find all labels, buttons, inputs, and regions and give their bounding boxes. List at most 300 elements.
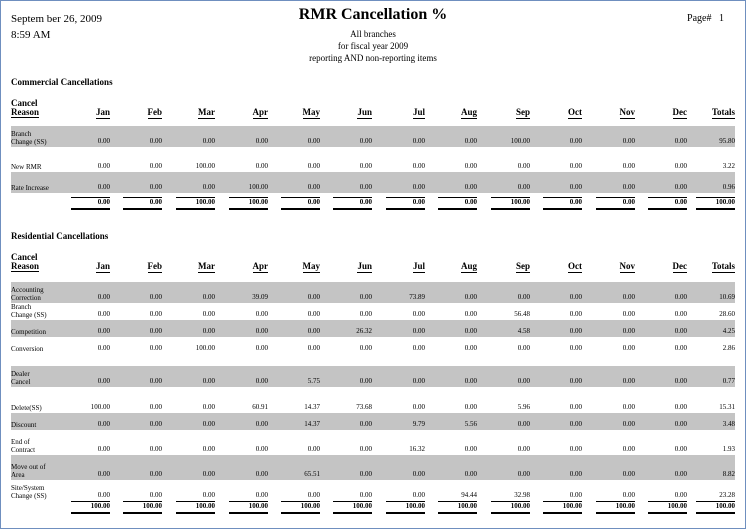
table-cell: 0.00 [97,344,110,352]
commercial-column-header-sep [490,107,530,117]
table-cell: 0.00 [464,377,477,385]
row-label [11,438,35,454]
total-double-rule [386,208,425,210]
row-label [11,345,43,353]
table-cell: 0.00 [569,470,582,478]
table-cell: 0.00 [569,403,582,411]
table-cell: 0.00 [412,491,425,499]
column-header-text: Dec [672,107,687,117]
table-cell: 0.00 [622,293,635,301]
table-cell: 0.00 [202,491,215,499]
column-header-text: Jun [357,107,372,117]
total-cell: 0.00 [412,198,425,206]
column-header-text: Oct [568,107,582,117]
table-cell: 0.00 [464,445,477,453]
table-cell: 0.00 [307,137,320,145]
column-header-text: Dec [672,261,687,271]
table-cell: 0.00 [97,470,110,478]
table-cell: 100.00 [195,344,215,352]
total-double-rule [491,208,530,210]
row-label-line2: Area [11,471,25,479]
residential-column-header [11,253,735,279]
table-cell: 0.00 [412,344,425,352]
column-header-text: Jul [412,261,425,271]
column-header-text: Totals [711,261,735,271]
row-label [11,370,30,386]
table-cell: 0.00 [412,183,425,191]
total-double-rule [543,208,582,210]
table-cell: 0.00 [674,293,687,301]
row-label-line2: Correction [11,294,41,302]
table-cell: 39.09 [252,293,268,301]
table-cell: 0.00 [149,137,162,145]
residential-column-header-aug [437,261,477,271]
table-cell: 0.00 [412,470,425,478]
table-cell: 0.00 [569,162,582,170]
table-cell: 0.00 [255,445,268,453]
total-double-rule [229,208,268,210]
table-cell: 23.28 [719,491,735,499]
total-double-rule [176,208,215,210]
table-cell: 0.00 [255,327,268,335]
row-label-line1: New RMR [11,163,42,171]
residential-column-header-nov [595,261,635,271]
table-cell: 0.00 [359,470,372,478]
table-cell: 0.00 [307,293,320,301]
report-time: 8:59 AM [11,29,51,41]
totals-row [11,502,735,518]
table-cell: 0.00 [622,310,635,318]
table-cell: 8.82 [722,470,735,478]
report-title: RMR Cancellation % [298,6,448,23]
table-cell: 0.00 [149,344,162,352]
table-cell: 0.00 [202,445,215,453]
table-cell: 28.60 [719,310,735,318]
table-cell: 0.00 [517,344,530,352]
report-subtitle-3: reporting AND non-reporting items [309,53,437,63]
table-cell: 0.00 [359,162,372,170]
total-cell: 100.00 [510,198,530,206]
table-cell: 0.00 [674,162,687,170]
row-label-line1: Competition [11,328,46,336]
row-label [11,184,49,192]
table-cell: 0.00 [97,420,110,428]
table-cell: 0.00 [359,491,372,499]
table-cell: 0.00 [517,183,530,191]
row-label-line1: Conversion [11,345,44,353]
table-cell: 100.00 [90,403,110,411]
table-cell: 0.00 [359,310,372,318]
column-header-text: Aug [460,107,477,117]
table-cell: 0.00 [97,183,110,191]
commercial-column-header-jul [385,107,425,117]
total-double-rule [123,208,162,210]
table-cell: 0.00 [359,137,372,145]
total-double-rule [696,512,735,514]
total-double-rule [491,512,530,514]
column-header-text: Feb [147,261,162,271]
row-label-line1: Delete(SS) [11,404,42,412]
row-label [11,463,46,479]
page-label: Page# [687,13,712,24]
table-cell: 0.00 [149,491,162,499]
row-label [11,286,44,302]
row-label [11,163,42,171]
table-cell: 0.00 [464,327,477,335]
table-row [11,455,735,480]
commercial-column-header-may [280,107,320,117]
column-header-text: Nov [619,107,635,117]
table-cell: 0.00 [674,470,687,478]
table-cell: 0.00 [569,137,582,145]
column-header-text: Apr [252,261,268,271]
column-header-text: Nov [619,261,635,271]
table-cell: 0.00 [255,137,268,145]
row-label-line2: Change (SS) [11,492,47,500]
residential-column-header-may [280,261,320,271]
table-cell: 0.00 [255,470,268,478]
table-row [11,413,735,430]
total-cell: 100.00 [457,502,477,510]
table-cell: 0.00 [569,420,582,428]
column-header-text: Sep [515,261,530,271]
table-cell: 0.00 [622,344,635,352]
row-label-line2: Change (SS) [11,138,47,146]
table-cell: 0.00 [97,293,110,301]
commercial-column-header-totals [695,107,735,117]
table-cell: 0.00 [464,344,477,352]
table-cell: 0.00 [97,491,110,499]
table-cell: 0.00 [569,293,582,301]
table-cell: 9.79 [412,420,425,428]
table-cell: 0.77 [722,377,735,385]
table-cell: 0.00 [674,327,687,335]
residential-section-title: Residential Cancellations [11,231,109,241]
residential-column-header-jun [332,261,372,271]
table-cell: 0.00 [202,470,215,478]
table-cell: 0.00 [255,491,268,499]
column-header-text: Jul [412,107,425,117]
commercial-cancel-reason-header [11,99,39,117]
total-cell: 100.00 [405,502,425,510]
total-cell: 100.00 [195,502,215,510]
residential-column-header-mar [175,261,215,271]
table-cell: 5.56 [464,420,477,428]
table-row [11,366,735,387]
table-cell: 0.00 [622,377,635,385]
total-cell: 100.00 [562,502,582,510]
total-cell: 100.00 [510,502,530,510]
row-label-line1: Site/System [11,484,45,492]
table-cell: 0.00 [569,377,582,385]
column-header-text: Totals [711,107,735,117]
table-cell: 0.00 [412,377,425,385]
column-header-text: Sep [515,107,530,117]
table-cell: 0.00 [307,491,320,499]
table-cell: 0.00 [674,310,687,318]
table-cell: 0.00 [517,162,530,170]
table-cell: 0.00 [359,344,372,352]
report-subtitle-2: for fiscal year 2009 [337,41,409,51]
total-cell: 0.00 [97,198,110,206]
table-cell: 0.00 [674,137,687,145]
row-label-line2: Contract [11,446,36,454]
report-date: Septem ber 26, 2009 [11,13,103,25]
total-cell: 100.00 [90,502,110,510]
table-cell: 73.68 [356,403,372,411]
table-cell: 0.00 [149,310,162,318]
total-cell: 100.00 [352,502,372,510]
column-header-text: Apr [252,107,268,117]
total-cell: 0.00 [674,198,687,206]
table-cell: 0.00 [412,403,425,411]
row-label [11,484,47,500]
table-cell: 0.00 [674,344,687,352]
table-cell: 100.00 [248,183,268,191]
total-cell: 100.00 [300,502,320,510]
table-cell: 16.32 [409,445,425,453]
table-cell: 0.00 [569,327,582,335]
total-double-rule [438,512,477,514]
table-cell: 0.00 [149,445,162,453]
row-label-line2: Change (SS) [11,311,47,319]
total-cell: 100.00 [615,502,635,510]
residential-column-header-totals [695,261,735,271]
table-cell: 0.00 [97,327,110,335]
total-double-rule [229,512,268,514]
table-cell: 0.00 [464,137,477,145]
table-cell: 0.00 [202,420,215,428]
table-cell: 0.00 [149,470,162,478]
page-number: 1 [719,13,724,24]
total-double-rule [71,208,110,210]
row-label-line1: Discount [11,421,37,429]
table-cell: 0.00 [202,293,215,301]
table-cell: 26.32 [356,327,372,335]
column-header-text: Feb [147,107,162,117]
total-cell: 0.00 [307,198,320,206]
table-cell: 100.00 [195,162,215,170]
table-row [11,337,735,354]
table-cell: 0.00 [674,377,687,385]
table-cell: 5.75 [307,377,320,385]
table-row [11,320,735,337]
residential-column-header-feb [122,261,162,271]
column-header-text: May [302,261,320,271]
table-cell: 95.80 [719,137,735,145]
commercial-column-header-jan [70,107,110,117]
table-cell: 0.00 [622,491,635,499]
table-cell: 0.00 [149,420,162,428]
table-cell: 0.00 [674,420,687,428]
total-double-rule [281,208,320,210]
table-row [11,155,735,172]
total-double-rule [648,208,687,210]
residential-column-header-jan [70,261,110,271]
table-cell: 10.69 [719,293,735,301]
table-cell: 0.00 [307,327,320,335]
reason-header-line2: Reason [11,107,40,117]
total-cell: 0.00 [359,198,372,206]
table-cell: 0.00 [307,183,320,191]
column-header-text: Oct [568,261,582,271]
table-cell: 14.37 [304,420,320,428]
table-cell: 0.00 [412,310,425,318]
total-double-rule [386,512,425,514]
total-cell: 100.00 [715,198,735,206]
total-double-rule [696,208,735,210]
table-cell: 0.00 [97,137,110,145]
table-cell: 0.00 [569,183,582,191]
table-cell: 0.00 [202,403,215,411]
table-cell: 0.00 [517,445,530,453]
table-cell: 0.00 [622,183,635,191]
commercial-column-header-mar [175,107,215,117]
table-cell: 0.00 [202,310,215,318]
table-cell: 2.86 [722,344,735,352]
table-cell: 0.00 [149,327,162,335]
table-cell: 5.96 [517,403,530,411]
residential-column-header-jul [385,261,425,271]
total-double-rule [333,208,372,210]
row-label [11,421,36,429]
table-cell: 0.00 [517,470,530,478]
table-cell: 0.00 [255,377,268,385]
column-header-text: Mar [198,107,215,117]
row-label-line1: Rate Increase [11,184,49,192]
total-cell: 0.00 [622,198,635,206]
total-double-rule [71,512,110,514]
commercial-column-header-jun [332,107,372,117]
table-cell: 0.00 [307,344,320,352]
table-cell: 94.44 [461,491,477,499]
table-cell: 0.00 [569,445,582,453]
table-cell: 0.00 [255,162,268,170]
table-cell: 0.00 [149,183,162,191]
table-cell: 0.00 [202,327,215,335]
table-cell: 100.00 [510,137,530,145]
table-cell: 0.00 [464,470,477,478]
table-cell: 0.00 [569,491,582,499]
column-header-text: Jun [357,261,372,271]
table-cell: 0.00 [464,293,477,301]
table-cell: 0.00 [622,137,635,145]
table-cell: 0.00 [464,162,477,170]
table-cell: 3.48 [722,420,735,428]
column-header-text: Aug [460,261,477,271]
total-double-rule [281,512,320,514]
total-cell: 100.00 [142,502,162,510]
residential-column-header-apr [228,261,268,271]
table-cell: 0.00 [202,377,215,385]
table-cell: 0.00 [97,310,110,318]
residential-column-header-dec [647,261,687,271]
table-cell: 0.00 [255,344,268,352]
table-cell: 0.00 [674,445,687,453]
row-label-line1: Accounting [11,286,44,294]
commercial-column-header-aug [437,107,477,117]
table-cell: 0.00 [149,377,162,385]
column-header-text: Jan [95,107,110,117]
table-row [11,430,735,455]
total-cell: 0.00 [149,198,162,206]
table-cell: 0.00 [97,377,110,385]
table-row [11,126,735,147]
total-double-rule [596,512,635,514]
row-label [11,303,47,319]
total-double-rule [543,512,582,514]
table-cell: 3.22 [722,162,735,170]
column-header-text: Jan [95,261,110,271]
table-cell: 0.00 [149,162,162,170]
table-cell: 0.00 [412,162,425,170]
table-cell: 32.98 [514,491,530,499]
column-header-text: Mar [198,261,215,271]
commercial-column-header-apr [228,107,268,117]
total-double-rule [176,512,215,514]
commercial-column-header-feb [122,107,162,117]
table-cell: 4.58 [517,327,530,335]
total-double-rule [596,208,635,210]
table-cell: 0.00 [97,162,110,170]
row-label-line1: Dealer [11,370,30,378]
table-cell: 0.00 [622,403,635,411]
table-cell: 0.00 [412,327,425,335]
table-cell: 0.00 [517,377,530,385]
table-cell: 0.00 [464,183,477,191]
table-cell: 0.00 [464,310,477,318]
table-cell: 0.00 [202,183,215,191]
reason-header-line2: Reason [11,261,40,271]
table-cell: 0.00 [255,420,268,428]
table-cell: 14.37 [304,403,320,411]
residential-cancel-reason-header [11,253,39,271]
row-label-line1: Branch [11,303,32,311]
table-cell: 0.00 [359,420,372,428]
table-row [11,480,735,501]
table-row [11,172,735,193]
table-cell: 0.00 [622,470,635,478]
commercial-column-header-oct [542,107,582,117]
table-cell: 0.00 [517,293,530,301]
table-row [11,303,735,320]
table-cell: 15.31 [719,403,735,411]
table-cell: 0.00 [569,344,582,352]
total-double-rule [438,208,477,210]
page-indicator [687,13,724,24]
table-cell: 0.00 [674,491,687,499]
table-cell: 0.00 [307,162,320,170]
table-cell: 0.96 [722,183,735,191]
total-double-rule [333,512,372,514]
table-cell: 0.00 [622,327,635,335]
row-label [11,404,42,412]
row-label-line1: End of [11,438,30,446]
table-cell: 0.00 [569,310,582,318]
total-cell: 0.00 [464,198,477,206]
row-label-line2: Cancel [11,378,31,386]
total-cell: 100.00 [248,198,268,206]
row-label [11,328,46,336]
table-cell: 0.00 [517,420,530,428]
table-cell: 0.00 [412,137,425,145]
total-cell: 0.00 [569,198,582,206]
table-cell: 0.00 [307,310,320,318]
total-double-rule [648,512,687,514]
table-cell: 0.00 [359,293,372,301]
table-cell: 0.00 [97,445,110,453]
table-cell: 65.51 [304,470,320,478]
